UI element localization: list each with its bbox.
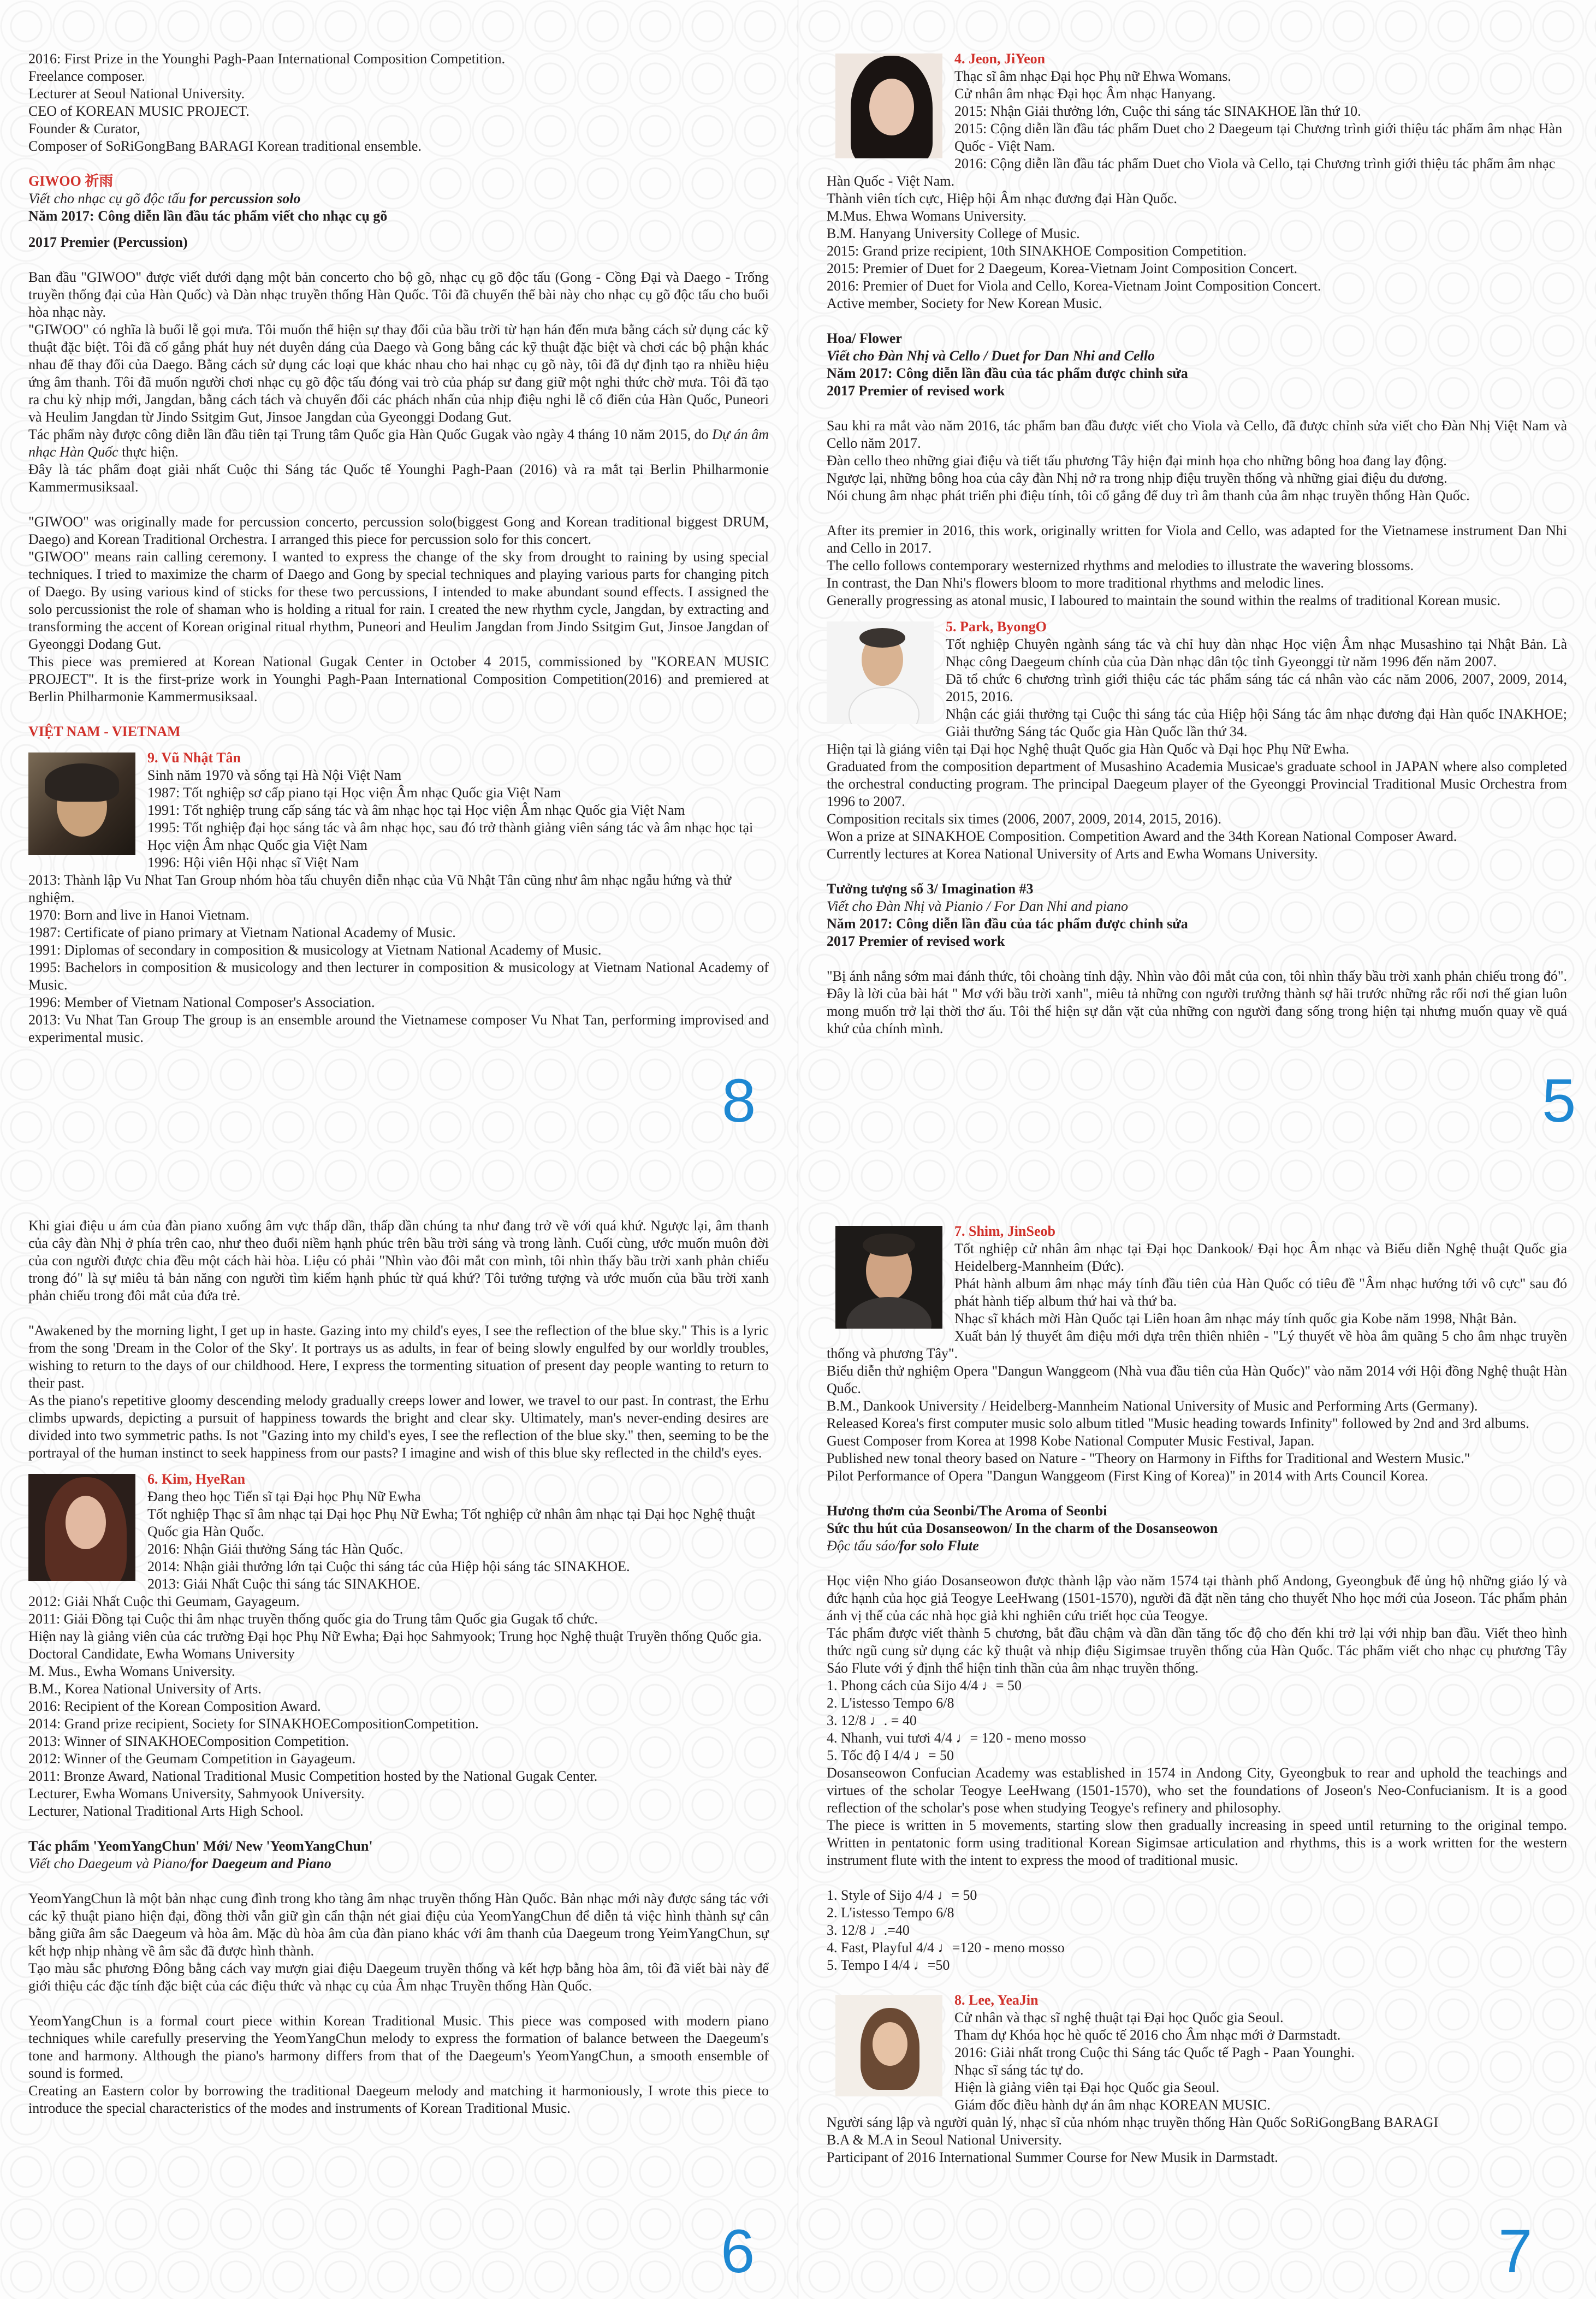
text-line: 1987: Tốt nghiệp sơ cấp piano tại Học viện Âm nhạc Quốc gia Việt Nam xyxy=(147,785,561,801)
premiere-vi: Năm 2017: Công diễn lần đầu tác phẩm viết cho nhạc cụ gõ xyxy=(28,208,388,224)
page-8-content xyxy=(28,50,769,1046)
text-line: Thành viên tích cực, Hiệp hội Âm nhạc đương đại Hàn Quốc. xyxy=(827,191,1177,206)
composer-photo xyxy=(835,1226,942,1329)
text-line: 1991: Tốt nghiệp trung cấp sáng tác và âm nhạc học tại Học viện Âm nhạc Quốc gia Việt Nam xyxy=(147,802,685,818)
text-line: Sinh năm 1970 và sống tại Hà Nội Việt Nam xyxy=(147,767,402,783)
paragraph: "GIWOO" was originally made for percussion concerto, percussion solo(biggest Gong and Korean traditional biggest DRUM, Daego) and Korean Traditional Orchestra. I arranged this piece for percussion solo for this concert. xyxy=(28,514,769,547)
work-subtitle-giwoo: Viết cho nhạc cụ gõ độc tấu for percussion solo xyxy=(28,191,301,206)
text-line: Doctoral Candidate, Ewha Womans University xyxy=(28,1646,295,1662)
text-line: Thạc sĩ âm nhạc Đại học Phụ nữ Ehwa Womans. xyxy=(954,68,1231,84)
premiere-en: 2017 Premier (Percussion) xyxy=(28,234,188,250)
composer-photo xyxy=(827,621,934,724)
text-line: 1. Phong cách của Sijo 4/4 ♩= 50 xyxy=(827,1678,1022,1693)
premiere-vi: Năm 2017: Công diễn lần đầu của tác phẩm được chỉnh sửa xyxy=(827,365,1188,381)
composer-vu-nhat-tan xyxy=(28,749,769,1046)
composer-jeon-jiyeon xyxy=(827,50,1567,312)
paragraph: "GIWOO" có nghĩa là buổi lễ gọi mưa. Tôi muốn thể hiện sự thay đổi của bầu trời từ hạn hán đến mưa bằng cách sử dụng các kỹ thuật đặc biệt. Tôi đã cố gắng phát huy nét duyên dáng của Daego và Gong bằng các kỹ thuật đặc biệt và chơi các bộ phận khác nhau để thay đổi của Daego. Bằng cách sử dụng các loại que khác nhau cho hai nhạc cụ gõ này, tôi đã dự định tạo ra nhiều hiệu ứng âm thanh. Tôi đã muốn người chơi nhạc cụ gõ độc tấu đóng vai trò của pháp sư đang giữ một nghi thức chờ mưa. Tôi đã tạo ra chu kỳ nhịp mới, Jangdan, bằng cách tách và chuyển đổi các phách nhấn của nhịp điệu nghi lễ cổ điển của Hàn Quốc, Puneori và Heulim Jangdan từ Jindo Ssitgim Gut, Jinsoe Jangdan của Gyeonggi Dodang Gut. xyxy=(28,322,769,425)
work-instrumentation: Độc tấu sáo/for solo Flute xyxy=(827,1538,979,1554)
composer-name: 8. Lee, YeaJin xyxy=(954,1992,1039,2008)
paragraph: This piece was premiered at Korean National Gugak Center in October 4 2015, commissioned by "KOREAN MUSIC PROJECT". It is the first-prize work in Younghi Pagh-Paan International Composition Competition(2016) and premiered at Berlin Philharmonie Kammermusiksaal. xyxy=(28,654,769,704)
paragraph: The piece is written in 5 movements, starting slow then gradually increasing in speed until returning to the original tempo. Written in pentatonic form using traditional Korean Sigimsae articulation and rhythms, this is a work written for the western instrument flute with the intent to express the mood of traditional music. xyxy=(827,1817,1567,1868)
movements-vi xyxy=(827,1677,1567,1764)
text-line: 4. Nhanh, vui tươi 4/4 ♩= 120 - meno mosso xyxy=(827,1730,1087,1746)
text-line: 1987: Certificate of piano primary at Vietnam National Academy of Music. xyxy=(28,925,456,940)
paragraph: Khi giai điệu u ám của đàn piano xuống âm vực thấp dần, thấp dần chúng ta như đang trở về với quá khứ. Ngược lại, âm thanh của cây đàn Nhị ở phía trên cao, như theo đuổi niềm hạnh phúc trên bầu trời sáng và trong lành. Cuối cùng, ước muốn muôn đời của con người được chia đều một cách hài hòa. Liệu có phải "Nhìn vào đôi mắt con mình, tôi nhìn thấy bầu trời xanh phản chiếu trong đó" là sự miêu tả bản năng con người tìm kiếm hạnh phúc từ quá khứ? Tôi tưởng tượng và ước muốn của bầu trời xanh phản chiếu trong đôi mắt của đứa trẻ. xyxy=(28,1218,769,1303)
text-line: B.A & M.A in Seoul National University. xyxy=(827,2132,1062,2148)
work-subtitle: Viết cho Đàn Nhị và Cello / Duet for Dan Nhi and Cello xyxy=(827,348,1155,364)
bio-vi xyxy=(28,1488,769,1645)
text-line: Biểu diễn thử nghiệm Opera "Dangun Wanggeom (Nhà vua đầu tiên của Hàn Quốc)" vào năm 2014 với Hội đồng Nghệ thuật Hàn Quốc. xyxy=(827,1363,1567,1396)
composer-photo xyxy=(835,54,942,158)
text-line: Active member, Society for New Korean Music. xyxy=(827,295,1102,311)
text-line: 2012: Giải Nhất Cuộc thi Geumam, Gayageum. xyxy=(28,1593,300,1609)
text-line: Lecturer at Seoul National University. xyxy=(28,86,245,102)
text-line: Tham dự Khóa học hè quốc tế 2016 cho Âm nhạc mới ở Darmstadt. xyxy=(954,2027,1341,2043)
text-line: Giám đốc điều hành dự án âm nhạc KOREAN MUSIC. xyxy=(954,2097,1271,2113)
text-line: 2013: Vu Nhat Tan Group The group is an ensemble around the Vietnamese composer Vu Nhat Tan, performing improvised and experimental music. xyxy=(28,1012,769,1045)
text-line: Generally progressing as atonal music, I laboured to maintain the sound within the realms of traditional Korean music. xyxy=(827,592,1500,608)
text-line: 2016: Premier of Duet for Viola and Cello, Korea-Vietnam Joint Composition Concert. xyxy=(827,278,1321,294)
text-line: Phát hành album âm nhạc máy tính đầu tiên của Hàn Quốc có tiêu đề "Âm nhạc hướng tới vô cực" sau đó phát hành tiếp album thứ hai và thứ ba. xyxy=(954,1276,1567,1309)
text-line: 1970: Born and live in Hanoi Vietnam. xyxy=(28,907,250,923)
text-line: Đàn cello theo những giai điệu và tiết tấu phương Tây hiện đại minh họa cho những bông hoa đang lay động. xyxy=(827,453,1447,469)
page-7-content xyxy=(827,1223,1567,2166)
description-vi xyxy=(827,417,1567,505)
paragraph: "GIWOO" means rain calling ceremony. I wanted to express the change of the sky from drought to raining by using special techniques. I tried to maximize the charm of Daego and Gong by special techniques and playing various parts for changing pitch of Daego. By using various kind of sticks for these two percussions, I intended to make abundant sound effects. I assigned the solo percussionist the role of shaman who is holding a ritual for rain. I created the new rhythm cycle, Jangdan, by extracting and transforming the accent of Korean original ritual rhythm, Puneori and Heulim Jangdan from Jindo Ssitgim Gut, Jinsoe Jangdan of Gyeonggi Dodang Gut. xyxy=(28,549,769,652)
text-line: Nói chung âm nhạc phát triển phi điệu tính, tôi cố gắng để duy trì âm thanh của âm nhạc truyền thống Hàn Quốc. xyxy=(827,488,1470,503)
text-line: After its premier in 2016, this work, originally written for Viola and Cello, was adapted for the Vietnamese instrument Dan Nhi and Cello in 2017. xyxy=(827,523,1567,556)
page-number: 7 xyxy=(1498,2217,1533,2285)
composer-name: 5. Park, ByongO xyxy=(946,619,1047,635)
bio-en xyxy=(827,225,1567,312)
paragraph: Tác phẩm được viết thành 5 chương, bắt đầu chậm và dần dần tăng tốc độ cho đến khi trở lại với nhịp ban đầu. Viết theo hình thức ngũ cung sử dụng các kỹ thuật và nhịp điệu Sigimsae truyền thống của Hàn Quốc. Tác phẩm viết cho nhạc cụ phương Tây Sáo Flute với ý định thể hiện tinh thần của âm nhạc truyền thống. xyxy=(827,1625,1567,1676)
text-line: In contrast, the Dan Nhi's flowers bloom to more traditional rhythms and melodic lines. xyxy=(827,575,1324,591)
paragraph: As the piano's repetitive gloomy descending melody gradually creeps lower and lower, we travel to our past. In contrast, the Erhu climbs upwards, depicting a pursuit of happiness towards the bright and clear sky. Ultimately, man's never-ending desires are divided into two symmetric paths. Is not "Gazing into my child's eyes, I see the reflection of the blue sky." then, seeming to be the portrayal of the human instinct to seek happiness from our pasts? I imagine and wish of this blue sky reflected in the child's eyes. xyxy=(28,1393,769,1461)
text-line: Graduated from the composition department of Musashino Academia Musicae's graduate school in JAPAN where also completed the orchestral conducting program. The principal Daegeum player of the Gyeonggi Provincial Traditional Music Orchestra from 1996 to 2007. xyxy=(827,759,1567,809)
text-line: B.M., Korea National University of Arts. xyxy=(28,1681,262,1697)
page-number: 6 xyxy=(721,2217,755,2285)
text-line: Released Korea's first computer music solo album titled "Music heading towards Infinity" followed by 2nd and 3rd albums. xyxy=(827,1415,1529,1431)
work-title-imagination: Tưởng tượng số 3/ Imagination #3 xyxy=(827,881,1034,897)
composer-photo xyxy=(28,752,135,855)
text-line: Đã tổ chức 6 chương trình giới thiệu các tác phẩm sáng tác cá nhân vào các năm 2006, 2007, 2009, 2014, 2015, 2016. xyxy=(946,671,1567,704)
text-line: 1995: Tốt nghiệp đại học sáng tác và âm nhạc học, sau đó trở thành giảng viên sáng tác và âm nhạc học tại Học viện Âm nhạc Quốc gia Việt Nam xyxy=(147,820,753,853)
page-7 xyxy=(798,1150,1596,2299)
text-line: Lecturer, National Traditional Arts High School. xyxy=(28,1803,304,1819)
text-line: Currently lectures at Korea National University of Arts and Ewha Womans University. xyxy=(827,846,1318,862)
text-line: 2016: First Prize in the Younghi Pagh-Paan International Composition Competition. xyxy=(28,51,506,67)
bio-en xyxy=(28,1645,769,1820)
text-line: The cello follows contemporary westernized rhythms and melodies to illustrate the wavering blossoms. xyxy=(827,558,1414,573)
paragraph: Dosanseowon Confucian Academy was established in 1574 in Andong City, Gyeongbuk to rear and uphold the teachings and virtues of the scholar Teogye LeeHwang (1501-1570), who set the foundations of Joseon's Neo-Confucianism. It is a good reflection of the scholar's pose when studying Teogye's refinery and philosophy. xyxy=(827,1765,1567,1816)
premiere-en: 2017 Premier of revised work xyxy=(827,933,1005,949)
text-line: Nhạc sĩ sáng tác tự do. xyxy=(954,2062,1084,2078)
text-line: Composer of SoRiGongBang BARAGI Korean traditional ensemble. xyxy=(28,138,422,154)
text-line: B.M. Hanyang University College of Music. xyxy=(827,226,1080,241)
page-number: 8 xyxy=(722,1066,756,1135)
text-line: 1991: Diplomas of secondary in composition & musicology at Vietnam National Academy of Music. xyxy=(28,942,602,958)
text-line: 2011: Giải Đồng tại Cuộc thi âm nhạc truyền thống quốc gia do Trung tâm Quốc gia Gugak tổ chức. xyxy=(28,1611,598,1627)
paragraph: "Bị ánh nắng sớm mai đánh thức, tôi choàng tỉnh dậy. Nhìn vào đôi mắt của con, tôi nhìn thấy bầu trời xanh phản chiếu trong đó". Đây là lời của bài hát " Mơ với bầu trời xanh", miêu tả những con người trưởng thành sợ hãi trước những rắc rối nơi thế gian luôn mong muốn trở lại thời thơ ấu. Tôi thể hiện sự dằn vặt của những con người đang sống trong hiện tại nhưng muốn quay về quá khứ của chính mình. xyxy=(827,968,1567,1036)
bio-vi xyxy=(827,636,1567,758)
text-line: B.M., Dankook University / Heidelberg-Mannheim National University of Music and Performing Arts (Germany). xyxy=(827,1398,1478,1414)
text-line: Tốt nghiệp cử nhân âm nhạc tại Đại học Dankook/ Đại học Âm nhạc và Biểu diễn Nghệ thuật Quốc gia Heidelberg-Mannheim (Đức). xyxy=(954,1241,1567,1274)
paragraph: Đây là tác phẩm đoạt giải nhất Cuộc thi Sáng tác Quốc tế Younghi Pagh-Paan (2016) và ra mắt tại Berlin Philharmonie Kammermusiksaal. xyxy=(28,461,769,495)
composer-lee-yeajin xyxy=(827,1992,1567,2166)
page-6 xyxy=(0,1150,798,2299)
paragraph: "Awakened by the morning light, I get up in haste. Gazing into my child's eyes, I see the reflection of the blue sky." This is a lyric from the song 'Dream in the Color of the Sky'. It portrays us as adults, in fear of being slowly engulfed by our worldly troubles, wishing to return to the days of our childhood. Here, I express the tormenting situation of present day people wanting to return to their past. xyxy=(28,1323,769,1391)
text-line: Composition recitals six times (2006, 2007, 2009, 2014, 2015, 2016). xyxy=(827,811,1221,827)
text-line: Hiện tại là giảng viên tại Đại học Nghệ thuật Quốc gia Hàn Quốc và Đại học Phụ Nữ Ewha. xyxy=(827,741,1350,757)
premiere-en: 2017 Premier of revised work xyxy=(827,383,1005,399)
paragraph: Học viện Nho giáo Dosanseowon được thành lập vào năm 1574 tại thành phố Andong, Gyeongbuk để ủng hộ những giáo lý và đức hạnh của học giả Teogye LeeHwang (1501-1570), người đã đặt nền tảng cho thuyết Nho học mới của Joseon. Tác phẩm phản ánh vị thế của các nhà học giả khi nghiên cứu triết học của Teogye. xyxy=(827,1573,1567,1623)
work-subtitle: Viết cho Đàn Nhị và Pianio / For Dan Nhi and piano xyxy=(827,898,1128,914)
text-line: Cử nhân âm nhạc Đại học Âm nhạc Hanyang. xyxy=(954,86,1216,102)
bio-en xyxy=(28,924,769,1046)
text-line: Sau khi ra mắt vào năm 2016, tác phẩm ban đầu được viết cho Viola và Cello, đã được chỉnh sửa viết cho Đàn Nhị Việt Nam và Cello năm 2017. xyxy=(827,418,1567,451)
text-line: 2015: Nhận Giải thưởng lớn, Cuộc thi sáng tác SINAKHOE lần thứ 10. xyxy=(954,103,1361,119)
text-line: 2016: Cộng diễn lần đầu tác phẩm Duet cho Viola và Cello, tại Chương trình giới thiệu tác phẩm âm nhạc Hàn Quốc - Việt Nam. xyxy=(827,156,1556,189)
text-line: M. Mus., Ewha Womans University. xyxy=(28,1663,235,1679)
bio-continuation xyxy=(28,50,769,155)
text-line: 2013: Thành lập Vu Nhat Tan Group nhóm hòa tấu chuyên diễn nhạc của Vũ Nhật Tân cũng như âm nhạc ngẫu hứng và thử nghiệm. xyxy=(28,872,732,905)
text-line: 3. 12/8 ♩.=40 xyxy=(827,1922,910,1938)
text-line: Pilot Performance of Opera "Dangun Wanggeom (First King of Korea)" in 2014 with Arts Council Korea. xyxy=(827,1468,1428,1484)
movements-en xyxy=(827,1887,1567,1974)
bio-en xyxy=(827,1397,1567,1485)
text-line: Cử nhân và thạc sĩ nghệ thuật tại Đại học Quốc gia Seoul. xyxy=(954,2010,1284,2025)
text-line: Tốt nghiệp Chuyên ngành sáng tác và chỉ huy dàn nhạc Học viện Âm nhạc Musashino tại Nhật Bản. Là Nhạc công Daegeum chính của của Dàn nhạc dân tộc tỉnh Gyeonggi từ năm 1996 đến năm 2007. xyxy=(946,636,1567,669)
text-line: Won a prize at SINAKHOE Composition. Competition Award and the 34th Korean National Composer Award. xyxy=(827,828,1457,844)
text-line: 2015: Premier of Duet for 2 Daegeum, Korea-Vietnam Joint Composition Concert. xyxy=(827,260,1298,276)
page-8 xyxy=(0,0,798,1150)
text-line: 1995: Bachelors in composition & musicology and then lecturer in composition & musicology at Vietnam National Academy of Music. xyxy=(28,959,769,993)
text-line: Xuất bản lý thuyết âm điệu mới dựa trên thiên nhiên - "Lý thuyết về hòa âm quãng 5 cho âm nhạc truyền thống và phương Tây". xyxy=(827,1328,1567,1361)
bio-en xyxy=(827,758,1567,863)
text-line: 1996: Member of Vietnam National Composer's Association. xyxy=(28,994,375,1010)
text-line: CEO of KOREAN MUSIC PROJECT. xyxy=(28,103,250,119)
composer-park-byongo xyxy=(827,618,1567,863)
text-line: 2016: Recipient of the Korean Composition Award. xyxy=(28,1698,321,1714)
page-number: 5 xyxy=(1542,1066,1576,1135)
text-line: M.Mus. Ehwa Womans University. xyxy=(827,208,1027,224)
paragraph: Creating an Eastern color by borrowing the traditional Daegeum melody and matching it harmoniously, I wrote this piece to introduce the special characteristics of the modes and instruments of Korean Traditional Music. xyxy=(28,2083,769,2116)
text-line: 2016: Giải nhất trong Cuộc thi Sáng tác Quốc tế Pagh - Paan Younghi. xyxy=(954,2045,1355,2060)
text-line: Đang theo học Tiến sĩ tại Đại học Phụ Nữ Ewha xyxy=(147,1489,421,1504)
text-line: 2. L'istesso Tempo 6/8 xyxy=(827,1695,954,1711)
text-line: Tốt nghiệp Thạc sĩ âm nhạc tại Đại học Phụ Nữ Ewha; Tốt nghiệp cử nhân âm nhạc tại Đại học Nghệ thuật Quốc gia Hàn Quốc. xyxy=(147,1506,756,1539)
text-line: 2016: Nhận Giải thưởng Sáng tác Hàn Quốc. xyxy=(147,1541,404,1557)
text-line: 4. Fast, Playful 4/4 ♩=120 - meno mosso xyxy=(827,1940,1065,1956)
work-subtitle: Viết cho Daegeum và Piano/for Daegeum and Piano xyxy=(28,1856,331,1871)
text-line: 2015: Grand prize recipient, 10th SINAKHOE Composition Competition. xyxy=(827,243,1247,259)
text-line: 5. Tempo I 4/4 ♩=50 xyxy=(827,1957,950,1973)
work-title-seonbi: Hương thơm của Seonbi/The Aroma of Seonbi xyxy=(827,1503,1107,1519)
premiere-vi: Năm 2017: Công diễn lần đầu của tác phẩm được chỉnh sửa xyxy=(827,916,1188,932)
text-line: Participant of 2016 International Summer Course for New Musik in Darmstadt. xyxy=(827,2149,1278,2165)
text-line: 2014: Grand prize recipient, Society for SINAKHOECompositionCompetition. xyxy=(28,1716,479,1732)
text-line: 2012: Winner of the Geumam Competition in Gayageum. xyxy=(28,1751,356,1767)
text-line: 3. 12/8 ♩. = 40 xyxy=(827,1713,917,1728)
composer-name: 9. Vũ Nhật Tân xyxy=(147,750,241,766)
text-line: Nhận các giải thưởng tại Cuộc thi sáng tác của Hiệp hội Sáng tác âm nhạc đương đại Hàn quốc INAKHOE; Giải thưởng Sáng tác Quốc gia Hàn Quốc lần thứ 34. xyxy=(946,706,1567,739)
description-en xyxy=(827,522,1567,609)
work-subtitle: Sức thu hút của Dosanseowon/ In the charm of the Dosanseowon xyxy=(827,1520,1218,1536)
text-line: Guest Composer from Korea at 1998 Kobe National Computer Music Festival, Japan. xyxy=(827,1433,1315,1449)
text-line: Ngược lại, những bông hoa của cây đàn Nhị nở ra trong nhịp điệu truyền thống và những giai điệu du dương. xyxy=(827,470,1447,486)
paragraph: Tác phẩm này được công diễn lần đầu tiên tại Trung tâm Quốc gia Hàn Quốc Gugak vào ngày 4 tháng 10 năm 2015, do Dự án âm nhạc Hàn Quốc thực hiện. xyxy=(28,426,769,460)
text-line: 1. Style of Sijo 4/4 ♩= 50 xyxy=(827,1887,977,1903)
text-line: 2013: Giải Nhất Cuộc thi sáng tác SINAKHOE. xyxy=(147,1576,420,1592)
composer-photo xyxy=(28,1474,135,1581)
text-line: Hiện là giảng viên tại Đại học Quốc gia Seoul. xyxy=(954,2079,1220,2095)
composer-name: 4. Jeon, JiYeon xyxy=(954,51,1046,67)
composer-name: 6. Kim, HyeRan xyxy=(147,1471,246,1487)
work-title-hoa: Hoa/ Flower xyxy=(827,330,902,346)
text-line: 2014: Nhận giải thưởng lớn tại Cuộc thi sáng tác của Hiệp hội sáng tác SINAKHOE. xyxy=(147,1559,630,1574)
paragraph: Tạo màu sắc phương Đông bằng cách vay mượn giai điệu Daegeum truyền thống và kết hợp bằng hòa âm, tôi đã viết bài này để giới thiệu các đặc tính đặc biệt của các điệu thức và nhạc cụ của Âm nhạc Truyền thống Hàn Quốc. xyxy=(28,1960,769,1994)
work-title-yeomyangchun: Tác phẩm 'YeomYangChun' Mới/ New 'YeomYangChun' xyxy=(28,1838,373,1854)
composer-photo xyxy=(835,1995,942,2096)
text-line: Nhạc sĩ khách mời Hàn Quốc tại Liên hoan âm nhạc máy tính quốc gia Kobe năm 1998, Nhật Bản. xyxy=(954,1311,1517,1326)
country-heading: VIỆT NAM - VIETNAM xyxy=(28,724,181,739)
bio-vi xyxy=(28,767,769,924)
text-line: 2015: Cộng diễn lần đầu tác phẩm Duet cho 2 Daegeum tại Chương trình giới thiệu tác phẩm âm nhạc Hàn Quốc - Việt Nam. xyxy=(954,121,1563,154)
composer-name: 7. Shim, JinSeob xyxy=(954,1223,1055,1239)
work-title-giwoo: GIWOO 祈雨 xyxy=(28,173,114,189)
paragraph: YeomYangChun is a formal court piece within Korean Traditional Music. This piece was composed with modern piano techniques while carefully preserving the YeomYangChun melody to express the formation of balance between the Daegeum's tone and harmony. Although the piano's harmony differs from that of the Daegeum's YeomYangChun, a smooth ensemble of sound is formed. xyxy=(28,2013,769,2081)
paragraph: Ban đầu "GIWOO" được viết dưới dạng một bản concerto cho bộ gõ, nhạc cụ gõ độc tấu (Gong - Cồng Đại và Daego - Trống truyền thống đại của Hàn Quốc) và Dàn nhạc truyền thống Hàn Quốc. Tôi đã chuyển thể bài này cho nhạc cụ gõ độc tấu cho buổi hòa nhạc này. xyxy=(28,269,769,320)
page-6-content xyxy=(28,1217,769,2117)
text-line: 1996: Hội viên Hội nhạc sĩ Việt Nam xyxy=(147,855,359,870)
text-line: Published new tonal theory based on Nature - "Theory on Harmony in Fifths for Traditional and Western Music." xyxy=(827,1450,1470,1466)
page-5-content xyxy=(827,50,1567,1038)
text-line: 5. Tốc độ I 4/4 ♩= 50 xyxy=(827,1747,954,1763)
composer-kim-hyeran xyxy=(28,1471,769,1820)
composer-shim-jinseob xyxy=(827,1223,1567,1485)
text-line: Người sáng lập và người quản lý, nhạc sĩ của nhóm nhạc truyền thống Hàn Quốc SoRiGongBang BARAGI xyxy=(827,2114,1439,2130)
text-line: Lecturer, Ewha Womans University, Sahmyook University. xyxy=(28,1786,365,1802)
text-line: Founder & Curator, xyxy=(28,121,140,137)
text-line: 2013: Winner of SINAKHOEComposition Competition. xyxy=(28,1733,349,1749)
page-5 xyxy=(798,0,1596,1150)
paragraph: YeomYangChun là một bản nhạc cung đình trong kho tàng âm nhạc truyền thống Hàn Quốc. Bản nhạc mới này được sáng tác với các kỹ thuật piano hiện đại, đồng thời vẫn giữ gìn cẩn thận nét giai điệu của YeomYangChun để diễn tả việc hình thành sự cân bằng giữa âm sắc Daegeum và hòa âm. Mặc dù hòa âm của đàn piano khác với âm thanh của Daegeum trong YeimYangChun, sự kết hợp nhịp nhàng về âm sắc đã được hình thành. xyxy=(28,1891,769,1959)
text-line: 2011: Bronze Award, National Traditional Music Competition hosted by the National Gugak Center. xyxy=(28,1768,598,1784)
text-line: Freelance composer. xyxy=(28,68,145,84)
text-line: 2. L'istesso Tempo 6/8 xyxy=(827,1905,954,1921)
bio-en xyxy=(827,2149,1567,2166)
text-line: Hiện nay là giảng viên của các trường Đại học Phụ Nữ Ewha; Đại học Sahmyook; Trung học Nghệ thuật Truyền thống Quốc gia. xyxy=(28,1628,762,1644)
